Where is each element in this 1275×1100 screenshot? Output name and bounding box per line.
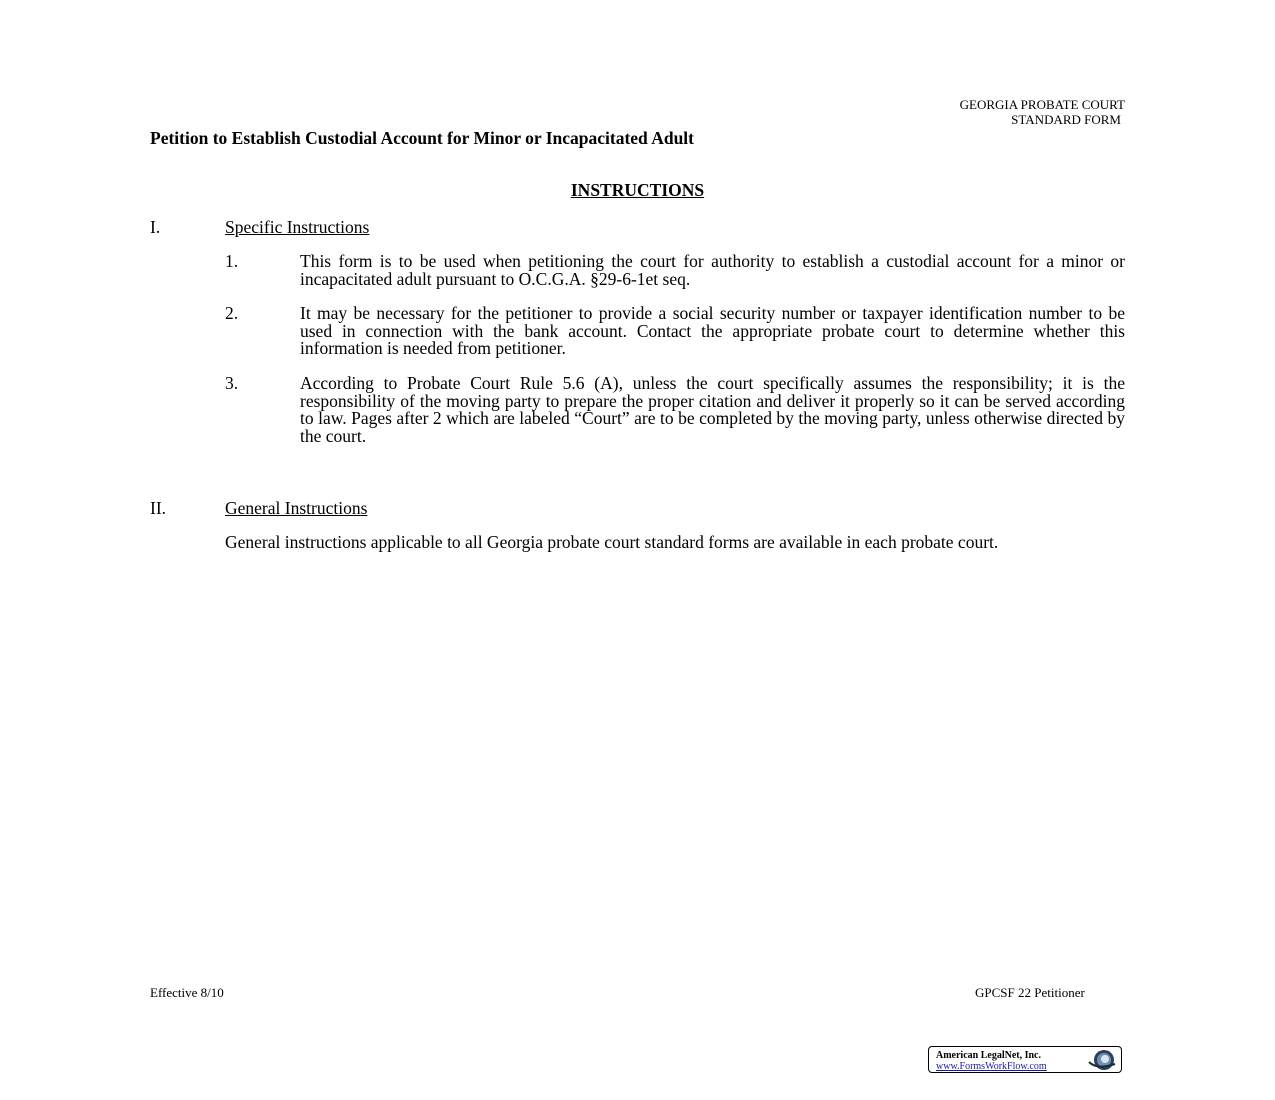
general-instructions-text: General instructions applicable to all Georgia probate court standard forms are available in each probate court. bbox=[225, 532, 999, 552]
section-general-instructions bbox=[150, 498, 367, 519]
instruction-item-1 bbox=[225, 253, 1125, 288]
court-header bbox=[960, 97, 1125, 127]
form-code: GPCSF 22 Petitioner bbox=[975, 985, 1085, 1000]
form-title: Petition to Establish Custodial Account for Minor or Incapacitated Adult bbox=[150, 128, 694, 148]
item-number: 1. bbox=[225, 251, 239, 271]
instructions-heading: INSTRUCTIONS bbox=[570, 180, 705, 200]
section-title: Specific Instructions bbox=[225, 217, 370, 237]
globe-logo-icon bbox=[1085, 1048, 1119, 1072]
item-text: According to Probate Court Rule 5.6 (A), unless the court specifically assumes the responsibility; it is the responsibility of the moving party to prepare the proper citation and deliver it properly so it can be served according to law. Pages after 2 which are labeled “Court” are to be completed by the moving party, unless otherwise directed by the court. bbox=[300, 373, 1125, 446]
effective-date: Effective 8/10 bbox=[150, 985, 224, 1000]
section-specific-instructions bbox=[150, 217, 369, 238]
instruction-item-2 bbox=[225, 305, 1125, 358]
item-text: It may be necessary for the petitioner to provide a social security number or taxpayer identification number to be used in connection with the bank account. Contact the appropriate probate court to determine whether this information is needed from petitioner. bbox=[300, 303, 1125, 359]
item-number: 3. bbox=[225, 373, 239, 393]
item-number: 2. bbox=[225, 303, 239, 323]
section-number: II. bbox=[150, 498, 167, 518]
legalnet-badge[interactable] bbox=[928, 1046, 1122, 1073]
badge-company: American LegalNet, Inc. bbox=[936, 1050, 1041, 1061]
section-number: I. bbox=[150, 217, 161, 237]
item-text: This form is to be used when petitioning the court for authority to establish a custodial account for a minor or incapacitated adult pursuant to O.C.G.A. §29-6-1et seq. bbox=[300, 251, 1125, 289]
court-name: GEORGIA PROBATE COURT bbox=[959, 97, 1125, 112]
section-title: General Instructions bbox=[225, 498, 368, 518]
badge-url-link[interactable]: www.FormsWorkFlow.com bbox=[936, 1061, 1047, 1072]
instruction-item-3 bbox=[225, 375, 1125, 445]
form-type: STANDARD FORM bbox=[1011, 112, 1121, 127]
